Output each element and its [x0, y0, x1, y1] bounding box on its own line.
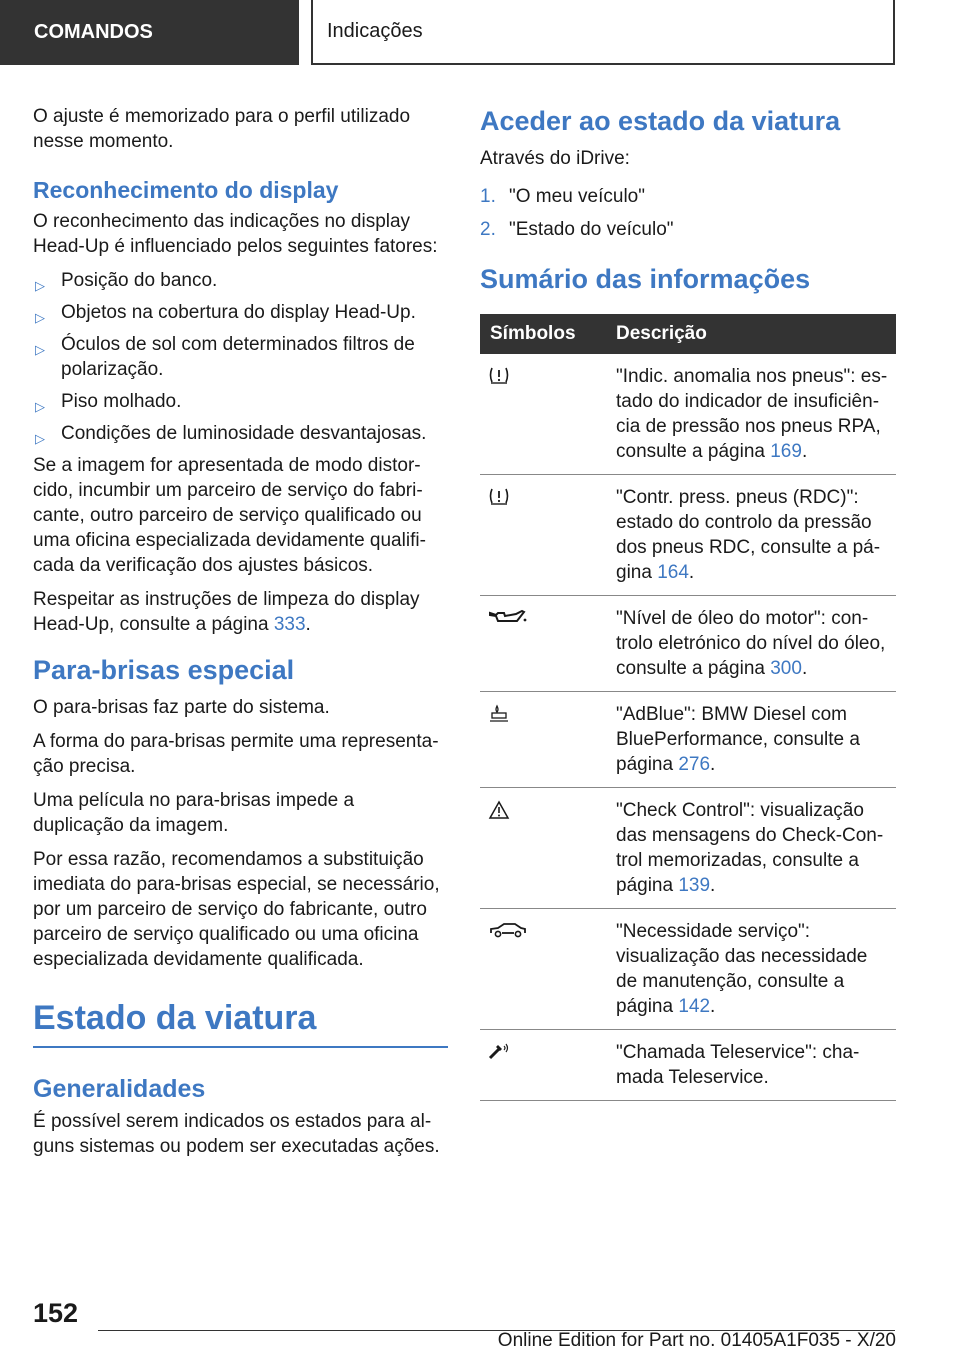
page-link[interactable]: 333 — [273, 614, 306, 635]
column-header-description: Descrição — [616, 314, 896, 354]
triangle-bullet-icon: ▷ — [35, 278, 45, 293]
table-row: "Chamada Teleservice": chamada Teleservice. — [480, 1030, 896, 1101]
table-row: "Check Control": visualização das mensagens do Check-Control memorizadas, consulte a página 139. — [480, 788, 896, 909]
cleaning-paragraph: Respeitar as instruções de limpeza do display Head-Up, consulte a página 333. — [33, 589, 420, 635]
list-item: 2. "Estado do veículo" — [480, 219, 674, 240]
page-link[interactable]: 142 — [678, 996, 711, 1017]
oil-can-icon — [488, 608, 528, 630]
page-link[interactable]: 276 — [678, 754, 711, 775]
right-column — [480, 104, 896, 1101]
page-number: 152 — [33, 1298, 79, 1328]
list-item: ▷ Piso molhado. — [33, 389, 448, 414]
list-item: ▷ Condições de luminosidade desvantajosas. — [33, 421, 448, 446]
page-link[interactable]: 169 — [770, 441, 802, 462]
windshield-paragraph: Uma película no para-brisas impede a duplicação da imagem. — [33, 790, 355, 836]
heading-vehicle-status: Estado da viatura — [33, 996, 448, 1048]
tire-pressure-warning-icon — [488, 366, 510, 388]
teleservice-wrench-icon — [488, 1042, 512, 1064]
access-paragraph: Através do iDrive: — [480, 148, 630, 169]
table-header-row — [480, 314, 896, 354]
steps-list — [480, 184, 896, 242]
page-link[interactable]: 164 — [657, 562, 689, 583]
distortion-paragraph: Se a imagem for apresentada de modo distorcido, incumbir um parceiro de serviço do fabricante, outro parceiro de serviço qualificado ou uma oficina especializada devidamente qualificada da verificação dos ajustes básicos. — [33, 455, 426, 576]
general-paragraph: É possível serem indicados os estados para alguns sistemas ou podem ser executadas ações. — [33, 1111, 440, 1157]
recognition-paragraph: O reconhecimento das indicações no display Head-Up é influenciado pelos seguintes fatores: — [33, 211, 438, 257]
heading-recognition: Reconhecimento do display — [33, 177, 339, 203]
intro-paragraph: O ajuste é memorizado para o perfil utilizado nesse momento. — [33, 106, 411, 152]
table-row: "Indic. anomalia nos pneus": estado do indicador de insuficiência de pressão nos pneus RPA, consulte a página 169. — [480, 354, 896, 475]
heading-access-status: Aceder ao estado da viatura — [480, 106, 841, 136]
table-row: "Necessidade serviço": visualização das necessidade de manutenção, consulte a página 142. — [480, 909, 896, 1030]
triangle-bullet-icon: ▷ — [35, 310, 45, 325]
triangle-bullet-icon: ▷ — [35, 431, 45, 446]
service-car-icon — [488, 921, 528, 943]
section-tab: COMANDOS — [0, 0, 299, 65]
page-link[interactable]: 300 — [770, 658, 802, 679]
chapter-title: Indicações — [311, 0, 895, 65]
table-row: "AdBlue": BMW Diesel com BluePerformance, consulte a página 276. — [480, 692, 896, 788]
windshield-paragraph: O para-brisas faz parte do sistema. — [33, 697, 330, 718]
list-item: ▷ Posição do banco. — [33, 268, 448, 293]
info-table — [480, 314, 896, 1101]
list-item: ▷ Objetos na cobertura do display Head-Up. — [33, 300, 448, 325]
windshield-paragraph: A forma do para-brisas permite uma representação precisa. — [33, 731, 439, 777]
column-header-symbols: Símbolos — [480, 314, 616, 354]
table-row: "Contr. press. pneus (RDC)": estado do controlo da pressão dos pneus RDC, consulte a página 164. — [480, 475, 896, 596]
table-row: "Nível de óleo do motor": controlo eletrónico do nível do óleo, consulte a página 300. — [480, 596, 896, 692]
heading-windshield: Para-brisas especial — [33, 655, 295, 685]
windshield-paragraph: Por essa razão, recomendamos a substituição imediata do para-brisas especial, se necessário, por um parceiro de serviço do fabricante, outro parceiro de serviço qualificado ou uma oficina especializada devidamente qualificada. — [33, 849, 440, 970]
adblue-icon — [488, 704, 510, 726]
heading-general: Generalidades — [33, 1075, 206, 1103]
list-item: ▷ Óculos de sol com determinados filtros de polarização. — [35, 334, 415, 380]
triangle-bullet-icon: ▷ — [35, 342, 45, 357]
factors-list — [33, 268, 448, 446]
edition-footer: Online Edition for Part no. 01405A1F035 - X/20 — [497, 1330, 896, 1351]
warning-triangle-icon — [488, 800, 510, 824]
page-link[interactable]: 139 — [678, 875, 711, 896]
tire-pressure-warning-icon — [488, 487, 510, 509]
heading-summary: Sumário das informações — [480, 264, 811, 294]
triangle-bullet-icon: ▷ — [35, 399, 45, 414]
list-item: 1. "O meu veículo" — [480, 186, 645, 207]
left-column — [33, 104, 448, 1168]
